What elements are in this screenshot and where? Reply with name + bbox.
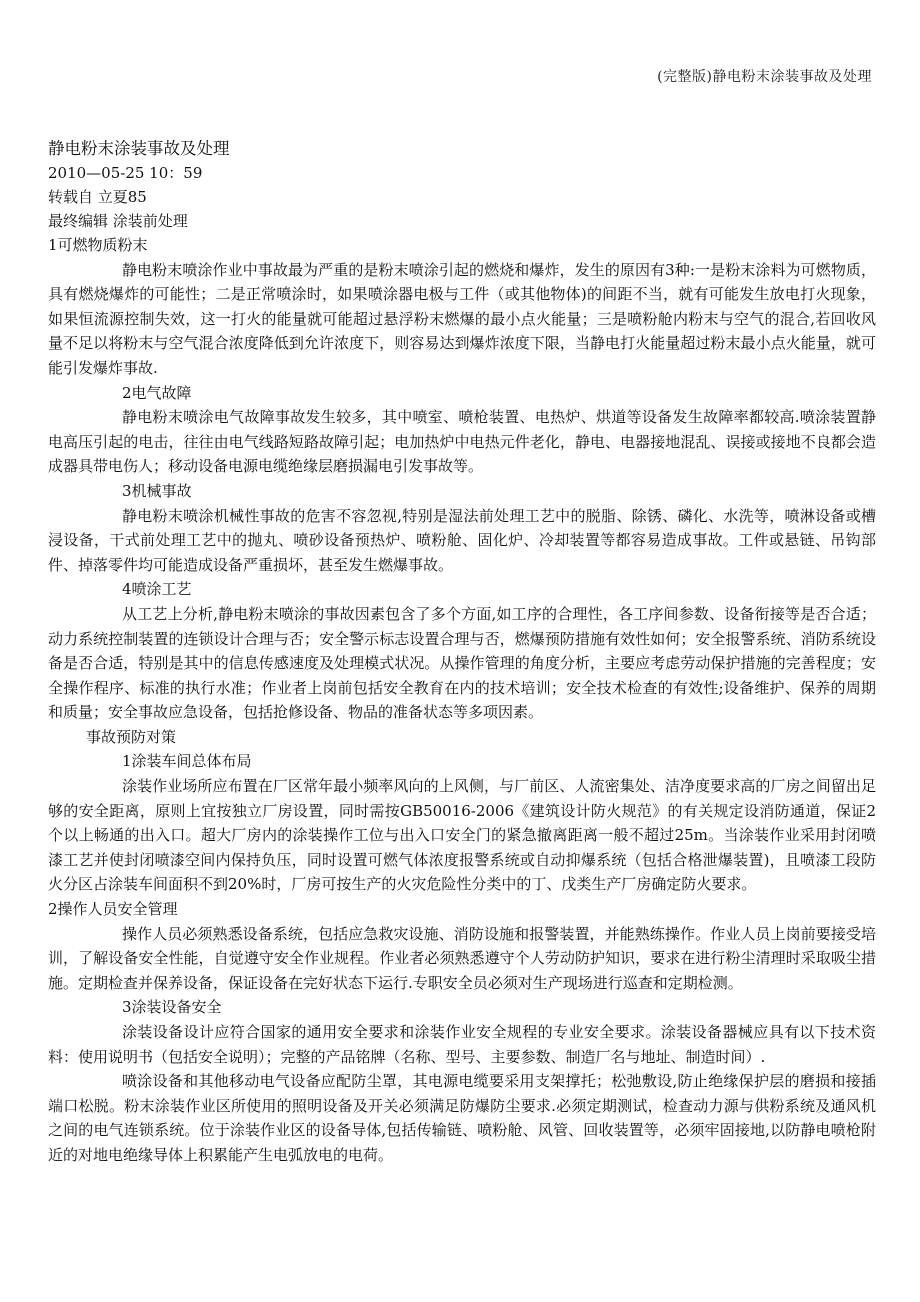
source-line: 转载自 立夏85 — [48, 188, 147, 206]
editor-line: 最终编辑 涂装前处理 — [48, 212, 188, 230]
section-heading: 2电气故障 — [122, 383, 192, 402]
section-paragraph: 从工艺上分析,静电粉末喷涂的事故因素包含了多个方面,如工序的合理性，各工序间参数、设备衔接等是否合适；动力系统控制装置的连锁设计合理与否；安全警示标志设置合理与否，燃爆预防措施有效性如何；安全报警系统、消防系统设备是否合适，特别是其中的信息传感速度及处理模式状况。从操作管理的角度分析，主要应考虑劳动保护措施的完善程度；安全操作程序、标准的执行水准；作业者上岗前包括安全教育在内的技术培训；安全技术检查的有效性;设备维护、保养的周期和质量；安全事故应急设备，包括抢修设备、物品的准备状态等多项因素。 — [48, 604, 876, 722]
subsection-heading: 1涂装车间总体布局 — [122, 752, 252, 771]
document-body — [48, 136, 876, 1168]
prevention-heading: 事故预防对策 — [86, 727, 177, 746]
publish-date: 2010—05-25 10：59 — [48, 164, 203, 182]
section-heading: 1可燃物质粉末 — [48, 236, 148, 254]
section-heading: 3机械事故 — [122, 481, 192, 500]
subsection-paragraph: 喷涂设备和其他移动电气设备应配防尘罩，其电源电缆要采用支架撑托；松弛敷设,防止绝缘保护层的磨损和接插端口松脱。粉末涂装作业区所使用的照明设备及开关必须满足防爆防尘要求.必须定期测试，检查动力源与供粉系统及通风机之间的电气连锁系统。位于涂装作业区的设备导体,包括传输链、喷粉舱、风管、回收装置等，必须牢固接地,以防静电喷枪附近的对地电绝缘导体上积累能产生电弧放电的电荷。 — [48, 1072, 876, 1164]
subsection-paragraph: 涂装设备设计应符合国家的通用安全要求和涂装作业安全规程的专业安全要求。涂装设备器械应具有以下技术资料：使用说明书（包括安全说明）；完整的产品铭牌（名称、型号、主要参数、制造厂名与地址、制造时间）. — [48, 1023, 876, 1066]
section-paragraph: 静电粉末喷涂电气故障事故发生较多，其中喷室、喷枪装置、电热炉、烘道等设备发生故障率都较高.喷涂装置静电高压引起的电击，往往由电气线路短路故障引起；电加热炉中电热元件老化，静电、电器接地混乱、误接或接地不良都会造成器具带电伤人；移动设备电源电缆绝缘层磨损漏电引发事故等。 — [48, 408, 876, 476]
subsection-paragraph: 涂装作业场所应布置在厂区常年最小频率风向的上风侧，与厂前区、人流密集处、洁净度要求高的厂房之间留出足够的安全距离，原则上宜按独立厂房设置，同时需按GB50016-2006《建筑设计防火规范》的有关规定设消防通道，保证2个以上畅通的出入口。超大厂房内的涂装操作工位与出入口安全门的紧急撤离距离一般不超过25m。当涂装作业采用封闭喷漆工艺并使封闭喷漆空间内保持负压，同时设置可燃气体浓度报警系统或自动抑爆系统（包括合格泄爆装置)，且喷漆工段防火分区占涂装车间面积不到20%时，厂房可按生产的火灾危险性分类中的丁、戊类生产厂房确定防火要求。 — [48, 777, 876, 894]
section-paragraph: 静电粉末喷涂机械性事故的危害不容忽视,特别是湿法前处理工艺中的脱脂、除锈、磷化、水洗等，喷淋设备或槽浸设备，干式前处理工艺中的抛丸、喷砂设备预热炉、喷粉舱、固化炉、冷却装置等都容易造成事故。工件或悬链、吊钩部件、掉落零件均可能造成设备严重损坏，甚至发生燃爆事故。 — [48, 506, 876, 574]
subsection-heading: 2操作人员安全管理 — [48, 900, 178, 919]
subsection-heading: 3涂装设备安全 — [122, 998, 222, 1017]
document-title: 静电粉末涂装事故及处理 — [48, 139, 230, 158]
section-paragraph: 静电粉末喷涂作业中事故最为严重的是粉末喷涂引起的燃烧和爆炸，发生的原因有3种:一是粉末涂料为可燃物质，具有燃烧爆炸的可能性；二是正常喷涂时，如果喷涂器电极与工件（或其他物体)的间距不当，就有可能发生放电打火现象，如果恒流源控制失效，这一打火的能量就可能超过悬浮粉末燃爆的最小点火能量；三是喷粉舱内粉末与空气的混合,若回收风量不足以将粉末与空气混合浓度降低到允许浓度下，则容易达到爆炸浓度下限，当静电打火能量超过粉末最小点火能量，就可能引发爆炸事故. — [48, 260, 876, 377]
running-header: (完整版)静电粉末涂装事故及处理 — [657, 69, 872, 85]
section-heading: 4喷涂工艺 — [122, 580, 192, 599]
subsection-paragraph: 操作人员必须熟悉设备系统，包括应急救灾设施、消防设施和报警装置，并能熟练操作。作业人员上岗前要接受培训，了解设备安全性能，自觉遵守安全作业规程。作业者必须熟悉遵守个人劳动防护知识，要求在进行粉尘清理时采取吸尘措施。定期检查并保养设备，保证设备在完好状态下运行.专职安全员必须对生产现场进行巡查和定期检测。 — [48, 924, 876, 992]
